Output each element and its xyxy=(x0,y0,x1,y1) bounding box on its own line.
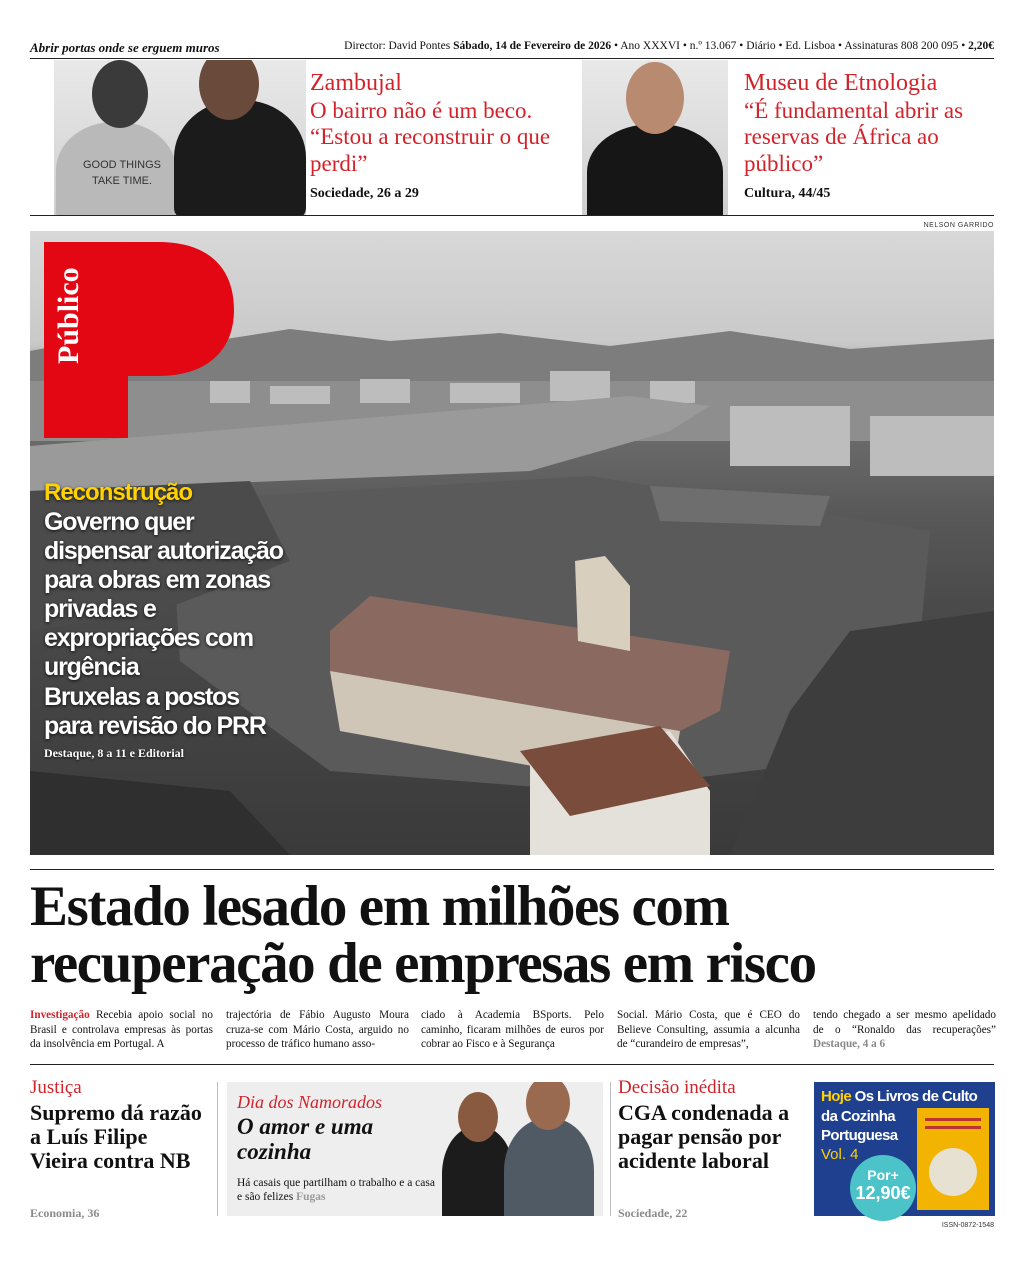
teaser-zambujal-ref: Sociedade, 26 a 29 xyxy=(310,186,419,201)
cga-ref: Sociedade, 22 xyxy=(618,1206,688,1220)
director: Director: David Pontes xyxy=(344,40,451,52)
tagline: Abrir portas onde se erguem muros xyxy=(30,40,220,55)
promo-line2: da Cozinha xyxy=(821,1108,896,1125)
fugas-body xyxy=(237,1176,437,1205)
masthead-meta xyxy=(344,40,994,52)
promo-highlight: Hoje xyxy=(821,1088,852,1105)
teaser-museu-kicker: Museu de Etnologia xyxy=(744,70,938,96)
promo-price-badge xyxy=(850,1155,916,1221)
shirt-text: GOOD THINGS TAKE TIME. xyxy=(82,159,162,187)
photo-headline[interactable]: Governo quer dispensar autorização para obras em zonas privadas e expropriações com urgência xyxy=(44,508,283,681)
justica-ref: Economia, 36 xyxy=(30,1206,100,1220)
man2-body xyxy=(504,1118,594,1216)
story-column-3 xyxy=(421,1008,604,1052)
photo-ref: Destaque, 8 a 11 e Editorial xyxy=(44,746,184,760)
promo-price-prefix: Por+ xyxy=(867,1167,899,1183)
man-head xyxy=(626,62,684,134)
teaser-museu-title: “É fundamental abrir as reservas de África ao público” xyxy=(744,98,964,176)
story-text-5: tendo chegado a ser mesmo apelidado de o “Ronaldo das recuperações” xyxy=(813,1009,996,1036)
story-text-4: Social. Mário Costa, que é CEO do Believe Consulting, assumia a alcunha de “curandeiro de empresas”, xyxy=(617,1009,800,1051)
publico-wordmark xyxy=(48,262,92,372)
cga-kicker: Decisão inédita xyxy=(618,1077,736,1098)
promo-price: 12,90€ xyxy=(855,1183,911,1203)
story-text-3: ciado à Academia BSports. Pelo caminho, ficaram milhões de euros por cobrar ao Fisco e à Segurança xyxy=(421,1009,604,1051)
story-lead: Investigação xyxy=(30,1009,90,1021)
cover-price: 2,20€ xyxy=(968,40,994,52)
story-column-4 xyxy=(617,1008,800,1052)
teaser-rule xyxy=(30,215,994,216)
story-column-2 xyxy=(226,1008,409,1052)
teaser-museu-photo xyxy=(582,60,728,215)
promo-volume: Vol. 4 xyxy=(821,1146,859,1163)
fugas-title[interactable]: O amor e uma cozinha xyxy=(237,1114,374,1165)
justica-title[interactable]: Supremo dá razão a Luís Filipe Vieira contra NB xyxy=(30,1100,202,1174)
photo-subheadline[interactable]: Bruxelas a postos para revisão do PRR xyxy=(44,683,266,740)
photo-credit: NELSON GARRIDO xyxy=(923,222,994,229)
issn: ISSN-0872-1548 xyxy=(941,1222,994,1229)
teaser-zambujal-title: O bairro não é um beco. “Estou a reconstruir o que perdi” xyxy=(310,98,551,176)
bottom-rule xyxy=(30,1064,994,1065)
promo-line1-text: Os Livros de Culto xyxy=(851,1088,978,1105)
teaser-zambujal-photo xyxy=(54,60,306,215)
book-cover-icon xyxy=(917,1108,989,1210)
fugas-body-text: Há casais que partilham o trabalho e a casa e são felizes xyxy=(237,1177,435,1204)
teaser-zambujal-kicker: Zambujal xyxy=(310,70,402,96)
divider xyxy=(610,1082,611,1216)
headline-rule xyxy=(30,869,994,870)
cga-title[interactable]: CGA condenada a pagar pensão por acidente laboral xyxy=(618,1100,790,1174)
issue-date: Sábado, 14 de Fevereiro de 2026 xyxy=(453,40,612,52)
man-body xyxy=(587,124,723,215)
fugas-brand: Fugas xyxy=(296,1191,326,1204)
teaser-museu-ref: Cultura, 44/45 xyxy=(744,186,831,201)
fugas-kicker: Dia dos Namorados xyxy=(237,1092,383,1112)
couple-photo xyxy=(438,1082,603,1216)
woman-head xyxy=(458,1092,498,1142)
issue-info: • Ano XXXVI • n.º 13.067 • Diário • Ed. Lisboa • Assinaturas 808 200 095 • xyxy=(611,40,969,52)
story-column-5 xyxy=(813,1008,996,1052)
publico-wordmark-text: Público xyxy=(52,267,85,364)
story-column-1 xyxy=(30,1008,213,1052)
photo-kicker: Reconstrução xyxy=(44,479,193,506)
story-text-1: Recebia apoio social no Brasil e controlava empresas às portas da insolvência em Portugal. A xyxy=(30,1009,213,1051)
person-left-head xyxy=(92,60,148,128)
header-rule xyxy=(30,58,994,59)
promo-line1 xyxy=(821,1088,977,1105)
main-headline[interactable]: Estado lesado em milhões com recuperação de empresas em risco xyxy=(30,875,816,995)
divider xyxy=(217,1082,218,1216)
story-text-2: trajectória de Fábio Augusto Moura cruza-se com Mário Costa, arguido no processo de tráfico humano asso- xyxy=(226,1009,409,1051)
story-ref: Destaque, 4 a 6 xyxy=(813,1038,886,1051)
justica-kicker: Justiça xyxy=(30,1077,82,1098)
promo-line3: Portuguesa xyxy=(821,1127,898,1144)
